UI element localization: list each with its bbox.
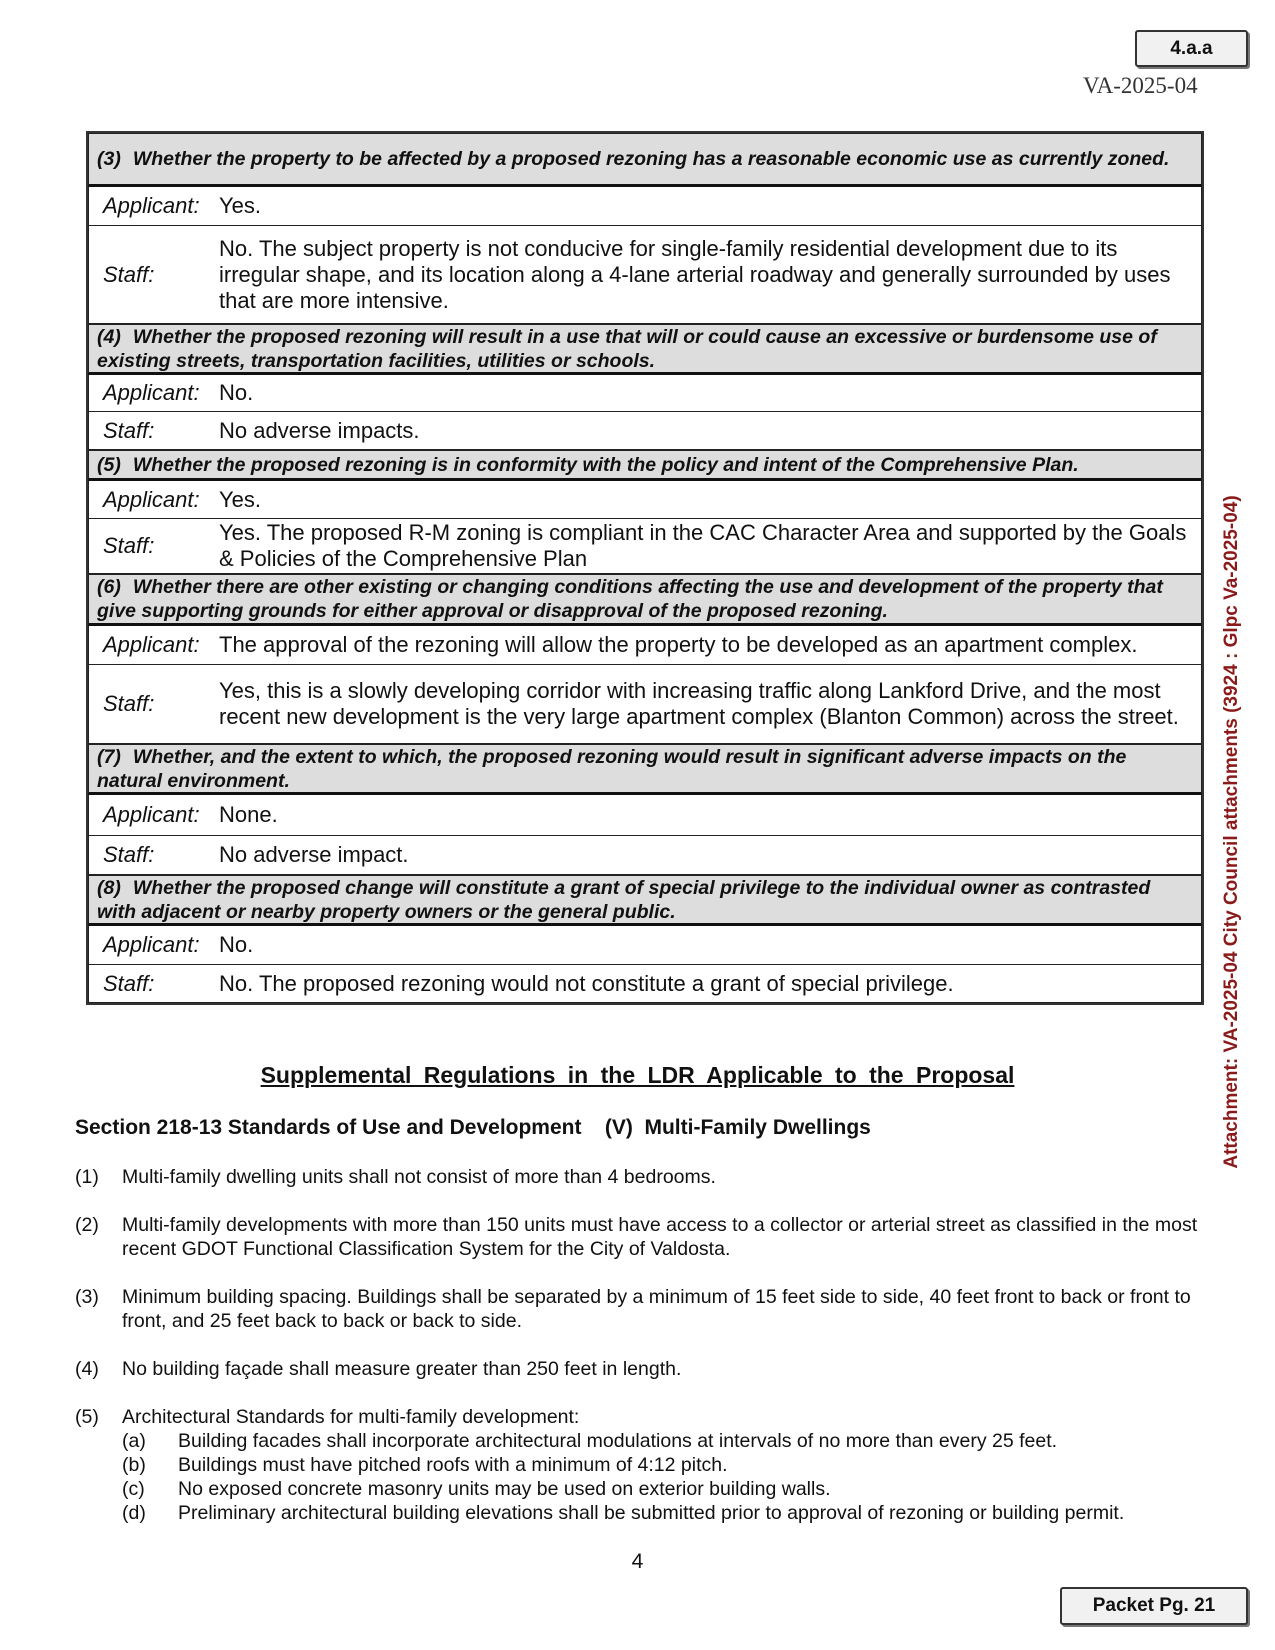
staff-row xyxy=(88,665,1202,744)
applicant-row xyxy=(88,375,1202,412)
staff-label: Staff: xyxy=(103,691,155,716)
regulation-number: (5) xyxy=(75,1406,99,1428)
criterion-number: (4) xyxy=(97,325,121,348)
supplemental-title: Supplemental Regulations in the LDR Applicable to the Proposal xyxy=(260,1062,1015,1088)
criterion-header xyxy=(88,875,1202,926)
applicant-label: Applicant: xyxy=(103,632,200,657)
criterion-number: (7) xyxy=(97,745,121,768)
applicant-response: No. xyxy=(219,380,254,405)
sub-item xyxy=(122,1501,1210,1525)
applicant-response: Yes. xyxy=(219,193,262,218)
page-number: 4 xyxy=(631,1550,644,1573)
applicant-row xyxy=(88,795,1202,836)
applicant-label: Applicant: xyxy=(103,486,200,512)
criterion-question: Whether the property to be affected by a proposed rezoning has a reasonable economic use as currently zoned. xyxy=(132,148,1170,170)
regulation-item xyxy=(75,1165,1210,1189)
staff-response: No. The proposed rezoning would not constitute a grant of special privilege. xyxy=(219,970,954,996)
section-heading: Section 218-13 Standards of Use and Development (V) Multi-Family Dwellings xyxy=(75,1116,871,1139)
staff-row xyxy=(88,519,1202,574)
sub-item-letter: (b) xyxy=(122,1454,146,1476)
sub-item-text: Preliminary architectural building elevations shall be submitted prior to approval of rezoning or building permit. xyxy=(178,1502,1125,1524)
staff-response: Yes. The proposed R-M zoning is compliant in the CAC Character Area and supported by the Goals & Policies of the Comprehensive Plan xyxy=(219,520,1187,571)
regulation-number: (3) xyxy=(75,1286,99,1308)
criteria-table xyxy=(86,131,1204,1005)
criterion-header xyxy=(88,574,1202,626)
staff-row xyxy=(88,412,1202,450)
applicant-row xyxy=(88,481,1202,519)
regulations-list xyxy=(75,1165,1210,1549)
applicant-row xyxy=(88,626,1202,665)
staff-response: No adverse impact. xyxy=(219,842,409,867)
regulation-item xyxy=(75,1213,1210,1261)
criterion-header xyxy=(88,133,1202,187)
attachment-sidebar-label: Attachment: VA-2025-04 City Council attachments (3924 : Glpc Va-2025-04) xyxy=(1221,495,1242,1169)
criterion-number: (8) xyxy=(97,876,121,899)
regulation-number: (4) xyxy=(75,1358,99,1380)
staff-response: No. The subject property is not conducive for single-family residential development due to its irregular shape, and its location along a 4-lane arterial roadway and generally surrounded by uses that are more intensive. xyxy=(219,235,1171,313)
regulation-text: Architectural Standards for multi-family development: xyxy=(122,1406,580,1428)
applicant-row xyxy=(88,187,1202,226)
applicant-response: Yes. xyxy=(219,486,262,512)
sub-item-text: Buildings must have pitched roofs with a minimum of 4:12 pitch. xyxy=(178,1454,728,1476)
packet-page-badge: Packet Pg. 21 xyxy=(1060,1587,1248,1625)
staff-row xyxy=(88,836,1202,875)
criterion-header xyxy=(88,744,1202,795)
sub-item-text: No exposed concrete masonry units may be used on exterior building walls. xyxy=(178,1478,831,1500)
staff-response: No adverse impacts. xyxy=(219,417,420,443)
applicant-label: Applicant: xyxy=(103,802,200,827)
criterion-question: Whether the proposed change will constitute a grant of special privilege to the individual owner as contrasted with adjacent or nearby property owners or the general public. xyxy=(97,876,1151,923)
regulation-item xyxy=(75,1405,1210,1525)
criterion-number: (6) xyxy=(97,576,121,598)
regulation-number: (2) xyxy=(75,1214,99,1236)
sub-item-letter: (d) xyxy=(122,1502,146,1524)
regulation-number: (1) xyxy=(75,1166,99,1188)
applicant-label: Applicant: xyxy=(103,380,200,405)
staff-label: Staff: xyxy=(103,970,155,996)
criterion-number: (3) xyxy=(97,148,121,170)
applicant-label: Applicant: xyxy=(103,932,200,957)
regulation-item xyxy=(75,1285,1210,1333)
regulation-text: Minimum building spacing. Buildings shall be separated by a minimum of 15 feet side to side, 40 feet front to back or front to front, and 25 feet back to back or back to side. xyxy=(122,1286,1191,1332)
staff-label: Staff: xyxy=(103,533,155,558)
criterion-question: Whether the proposed rezoning is in conformity with the policy and intent of the Comprehensive Plan. xyxy=(132,453,1079,476)
staff-label: Staff: xyxy=(103,842,155,867)
staff-row xyxy=(88,965,1202,1003)
staff-row xyxy=(88,226,1202,324)
agenda-item-badge: 4.a.a xyxy=(1135,30,1248,67)
sub-item-text: Building facades shall incorporate architectural modulations at intervals of no more than every 25 feet. xyxy=(178,1430,1058,1452)
staff-label: Staff: xyxy=(103,417,155,443)
criterion-header xyxy=(88,324,1202,375)
sub-item xyxy=(122,1453,1210,1477)
applicant-response: The approval of the rezoning will allow the property to be developed as an apartment complex. xyxy=(219,632,1138,657)
staff-label: Staff: xyxy=(103,261,155,287)
criterion-question: Whether the proposed rezoning will result in a use that will or could cause an excessive or burdensome use of existing streets, transportation facilities, utilities or schools. xyxy=(97,325,1157,372)
sub-item xyxy=(122,1477,1210,1501)
staff-response: Yes, this is a slowly developing corridor with increasing traffic along Lankford Drive, and the most recent new development is the very large apartment complex (Blanton Common) across the street. xyxy=(219,678,1179,729)
criterion-question: Whether, and the extent to which, the proposed rezoning would result in significant adverse impacts on the natural environment. xyxy=(97,745,1127,792)
criterion-header xyxy=(88,450,1202,481)
case-id: VA-2025-04 xyxy=(1083,73,1198,98)
criterion-question: Whether there are other existing or changing conditions affecting the use and development of the property that give supporting grounds for either approval or disapproval of the proposed rezoning. xyxy=(97,576,1163,622)
sub-item-letter: (a) xyxy=(122,1430,146,1452)
applicant-response: None. xyxy=(219,802,278,827)
regulation-text: No building façade shall measure greater than 250 feet in length. xyxy=(122,1358,682,1380)
applicant-response: No. xyxy=(219,932,254,957)
regulation-text: Multi-family dwelling units shall not consist of more than 4 bedrooms. xyxy=(122,1166,716,1188)
applicant-row xyxy=(88,926,1202,965)
sub-item xyxy=(122,1429,1210,1453)
regulation-text: Multi-family developments with more than 150 units must have access to a collector or arterial street as classified in the most recent GDOT Functional Classification System for the City of Valdosta. xyxy=(122,1214,1198,1260)
criterion-number: (5) xyxy=(97,453,121,476)
sub-item-letter: (c) xyxy=(122,1478,145,1500)
regulation-item xyxy=(75,1357,1210,1381)
applicant-label: Applicant: xyxy=(103,193,200,218)
